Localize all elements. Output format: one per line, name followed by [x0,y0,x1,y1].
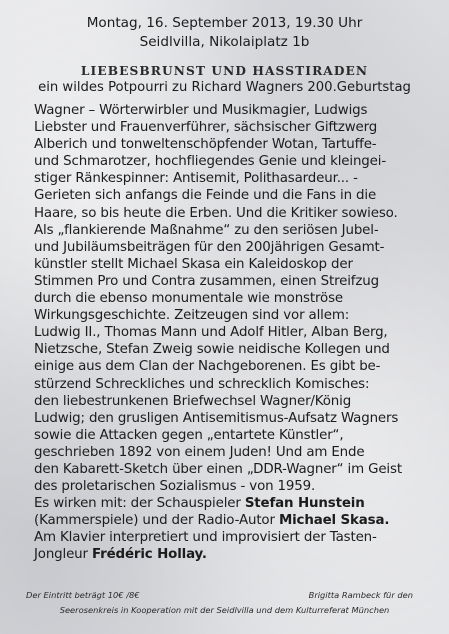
credits-line [34,512,434,529]
pianist-name: Frédéric Hollay. [92,547,207,563]
description-line: Gerieten sich anfangs die Feinde und die Fans in die [34,188,377,204]
description-line: stiger Ränkespinner: Antisemit, Polithasardeur... - [34,171,358,187]
description-line: den liebestrunkenen Briefwechsel Wagner/König [34,393,352,409]
description-line: Wirkungsgeschichte. Zeitzeugen sind vor allem: [34,308,350,324]
description-line: Liebster und Frauenverführer, sächsischer Giftzwerg [34,120,378,136]
admission-price: Der Eintritt beträgt 10€ /8€ [26,590,140,600]
description-line: Ludwig II., Thomas Mann und Adolf Hitler, Alban Berg, [34,325,388,341]
description-line: des proletarischen Sozialismus - von 1959. [34,479,316,495]
event-header [0,14,449,52]
description-line: künstler stellt Michael Skasa ein Kaleidoskop der [34,256,353,272]
credits-text: Jongleur [34,547,92,563]
description-line: einige aus dem Clan der Nachgeborenen. Es gibt be- [34,359,381,375]
description-line: Haare, so bis heute die Erben. Und die Kritiker sowieso. [34,205,398,221]
description-line: Wagner – Wörterwirbler und Musikmagier, Ludwigs [34,103,368,118]
description-line: Nietzsche, Stefan Zweig sowie neidische Kollegen und [34,342,390,358]
credits-text: Es wirken mit: der Schauspieler [34,496,245,512]
description-line: Alberich und tonweltenschöpfender Wotan, Tartuffe- [34,137,377,153]
performer-name: Stefan Hunstein [244,496,365,512]
event-date: Montag, 16. September 2013, 19.30 Uhr [86,15,363,31]
description-line: Stimmen Pro und Contra zusammen, einen Streifzug [34,273,379,289]
credits-text: (Kammerspiele) und der Radio-Autor [34,513,279,529]
description-line: den Kabarett-Sketch über einen „DDR-Wagner“ im Geist [34,461,402,477]
event-subtitle: ein wildes Potpourri zu Richard Wagners 200.Geburtstag [38,80,411,95]
credits-line [34,495,434,512]
credits-line: Am Klavier interpretiert und improvisiert der Tasten- [34,530,377,546]
description-line: geschrieben 1892 von einem Juden! Und am Ende [34,444,365,460]
event-venue: Seidlvilla, Nikolaiplatz 1b [139,34,310,50]
credits-line [34,546,434,563]
cooperation-credit: Seerosenkreis in Kooperation mit der Seidlvilla und dem Kulturreferat München [59,605,390,615]
description-line: stürzend Schreckliches und schrecklich Komisches: [34,376,370,392]
description-line: Ludwig; den grusligen Antisemitismus-Aufsatz Wagners [34,410,399,426]
description-line: durch die ebenso monumentale wie monströse [34,291,343,307]
event-description [34,102,434,564]
description-line: und Jubiläumsbeiträgen für den 200jährigen Gesamt- [34,239,385,255]
description-line: Als „flankierende Maßnahme“ zu den seriösen Jubel- [34,222,379,238]
organizer-credit: Brigitta Rambeck für den [308,590,413,600]
author-name: Michael Skasa. [278,513,390,529]
event-title: LIEBESBRUNST UND HASSTIRADEN [80,64,369,78]
description-line: und Schmarotzer, hochfliegendes Genie und kleingei- [34,154,386,170]
description-line: sowie die Attacken gegen „entartete Künstler“, [34,427,344,443]
